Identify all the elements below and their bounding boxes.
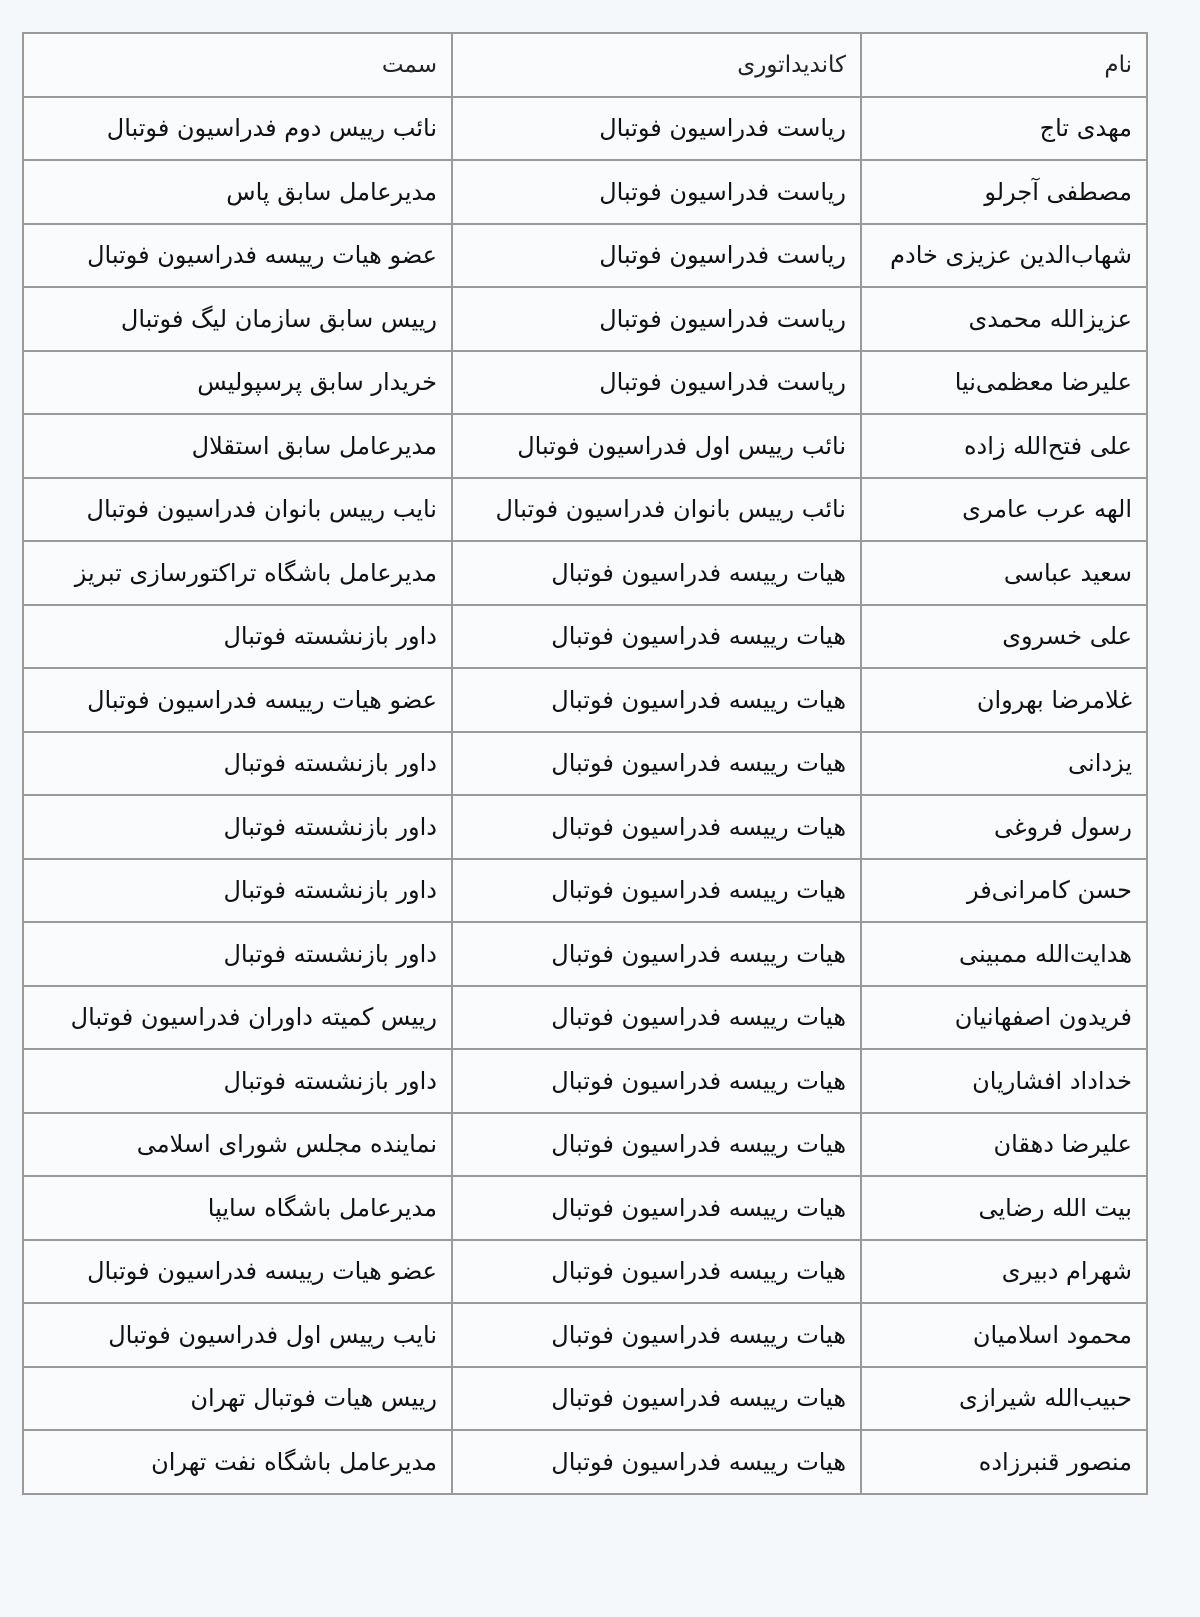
cell-position: عضو هیات رییسه فدراسیون فوتبال: [23, 1240, 452, 1304]
candidates-table: [22, 32, 1148, 1495]
cell-name: رسول فروغی: [861, 795, 1147, 859]
table-header-row: [23, 33, 1147, 97]
cell-candidacy: هیات رییسه فدراسیون فوتبال: [452, 1113, 861, 1177]
cell-name: محمود اسلامیان: [861, 1303, 1147, 1367]
table-row: [23, 732, 1147, 796]
cell-name: علی فتح‌الله زاده: [861, 414, 1147, 478]
cell-position: مدیرعامل سابق پاس: [23, 160, 452, 224]
cell-candidacy: هیات رییسه فدراسیون فوتبال: [452, 1049, 861, 1113]
cell-position: مدیرعامل باشگاه تراکتورسازی تبریز: [23, 541, 452, 605]
cell-position: مدیرعامل باشگاه سایپا: [23, 1176, 452, 1240]
table-row: [23, 414, 1147, 478]
cell-position: داور بازنشسته فوتبال: [23, 1049, 452, 1113]
cell-name: علی خسروی: [861, 605, 1147, 669]
table-row: [23, 1049, 1147, 1113]
table-row: [23, 668, 1147, 732]
cell-name: سعید عباسی: [861, 541, 1147, 605]
cell-candidacy: ریاست فدراسیون فوتبال: [452, 224, 861, 288]
cell-candidacy: هیات رییسه فدراسیون فوتبال: [452, 1303, 861, 1367]
header-candidacy: کاندیداتوری: [452, 33, 861, 97]
cell-name: منصور قنبرزاده: [861, 1430, 1147, 1494]
cell-position: خریدار سابق پرسپولیس: [23, 351, 452, 415]
header-position: سمت: [23, 33, 452, 97]
cell-candidacy: ریاست فدراسیون فوتبال: [452, 160, 861, 224]
cell-name: شهاب‌الدین عزیزی خادم: [861, 224, 1147, 288]
cell-candidacy: نائب رییس اول فدراسیون فوتبال: [452, 414, 861, 478]
table-row: [23, 605, 1147, 669]
cell-name: مصطفی آجرلو: [861, 160, 1147, 224]
cell-position: داور بازنشسته فوتبال: [23, 795, 452, 859]
cell-candidacy: ریاست فدراسیون فوتبال: [452, 351, 861, 415]
table-row: [23, 97, 1147, 161]
table-row: [23, 1367, 1147, 1431]
cell-position: داور بازنشسته فوتبال: [23, 605, 452, 669]
table-row: [23, 1303, 1147, 1367]
cell-name: حسن کامرانی‌فر: [861, 859, 1147, 923]
cell-position: عضو هیات رییسه فدراسیون فوتبال: [23, 668, 452, 732]
table-row: [23, 922, 1147, 986]
cell-candidacy: هیات رییسه فدراسیون فوتبال: [452, 859, 861, 923]
table-row: [23, 287, 1147, 351]
cell-candidacy: هیات رییسه فدراسیون فوتبال: [452, 795, 861, 859]
cell-position: داور بازنشسته فوتبال: [23, 732, 452, 796]
cell-name: علیرضا معظمی‌نیا: [861, 351, 1147, 415]
table-row: [23, 859, 1147, 923]
cell-name: بیت الله رضایی: [861, 1176, 1147, 1240]
candidates-table-container: [22, 32, 1146, 1495]
cell-name: فریدون اصفهانیان: [861, 986, 1147, 1050]
cell-candidacy: هیات رییسه فدراسیون فوتبال: [452, 1430, 861, 1494]
cell-name: حبیب‌الله شیرازی: [861, 1367, 1147, 1431]
cell-position: مدیرعامل باشگاه نفت تهران: [23, 1430, 452, 1494]
table-row: [23, 1113, 1147, 1177]
cell-name: هدایت‌الله ممبینی: [861, 922, 1147, 986]
cell-position: عضو هیات رییسه فدراسیون فوتبال: [23, 224, 452, 288]
cell-position: داور بازنشسته فوتبال: [23, 922, 452, 986]
cell-candidacy: ریاست فدراسیون فوتبال: [452, 287, 861, 351]
cell-position: رییس هیات فوتبال تهران: [23, 1367, 452, 1431]
cell-candidacy: هیات رییسه فدراسیون فوتبال: [452, 986, 861, 1050]
table-row: [23, 1430, 1147, 1494]
cell-candidacy: هیات رییسه فدراسیون فوتبال: [452, 1367, 861, 1431]
cell-position: مدیرعامل سابق استقلال: [23, 414, 452, 478]
cell-candidacy: هیات رییسه فدراسیون فوتبال: [452, 668, 861, 732]
cell-name: خداداد افشاریان: [861, 1049, 1147, 1113]
cell-candidacy: هیات رییسه فدراسیون فوتبال: [452, 732, 861, 796]
table-row: [23, 478, 1147, 542]
cell-candidacy: نائب رییس بانوان فدراسیون فوتبال: [452, 478, 861, 542]
cell-name: غلامرضا بهروان: [861, 668, 1147, 732]
table-row: [23, 1176, 1147, 1240]
cell-name: علیرضا دهقان: [861, 1113, 1147, 1177]
cell-name: یزدانی: [861, 732, 1147, 796]
cell-position: نماینده مجلس شورای اسلامی: [23, 1113, 452, 1177]
cell-candidacy: هیات رییسه فدراسیون فوتبال: [452, 1176, 861, 1240]
table-row: [23, 224, 1147, 288]
cell-candidacy: هیات رییسه فدراسیون فوتبال: [452, 1240, 861, 1304]
cell-position: رییس سابق سازمان لیگ فوتبال: [23, 287, 452, 351]
cell-position: داور بازنشسته فوتبال: [23, 859, 452, 923]
table-row: [23, 541, 1147, 605]
table-row: [23, 160, 1147, 224]
cell-name: عزیزالله محمدی: [861, 287, 1147, 351]
header-name: نام: [861, 33, 1147, 97]
cell-candidacy: هیات رییسه فدراسیون فوتبال: [452, 541, 861, 605]
cell-candidacy: هیات رییسه فدراسیون فوتبال: [452, 922, 861, 986]
table-row: [23, 986, 1147, 1050]
table-row: [23, 1240, 1147, 1304]
table-row: [23, 795, 1147, 859]
cell-position: نایب رییس اول فدراسیون فوتبال: [23, 1303, 452, 1367]
cell-name: الهه عرب عامری: [861, 478, 1147, 542]
cell-candidacy: هیات رییسه فدراسیون فوتبال: [452, 605, 861, 669]
cell-position: نایب رییس بانوان فدراسیون فوتبال: [23, 478, 452, 542]
cell-name: مهدی تاج: [861, 97, 1147, 161]
cell-name: شهرام دبیری: [861, 1240, 1147, 1304]
cell-position: رییس کمیته داوران فدراسیون فوتبال: [23, 986, 452, 1050]
cell-candidacy: ریاست فدراسیون فوتبال: [452, 97, 861, 161]
cell-position: نائب رییس دوم فدراسیون فوتبال: [23, 97, 452, 161]
table-row: [23, 351, 1147, 415]
